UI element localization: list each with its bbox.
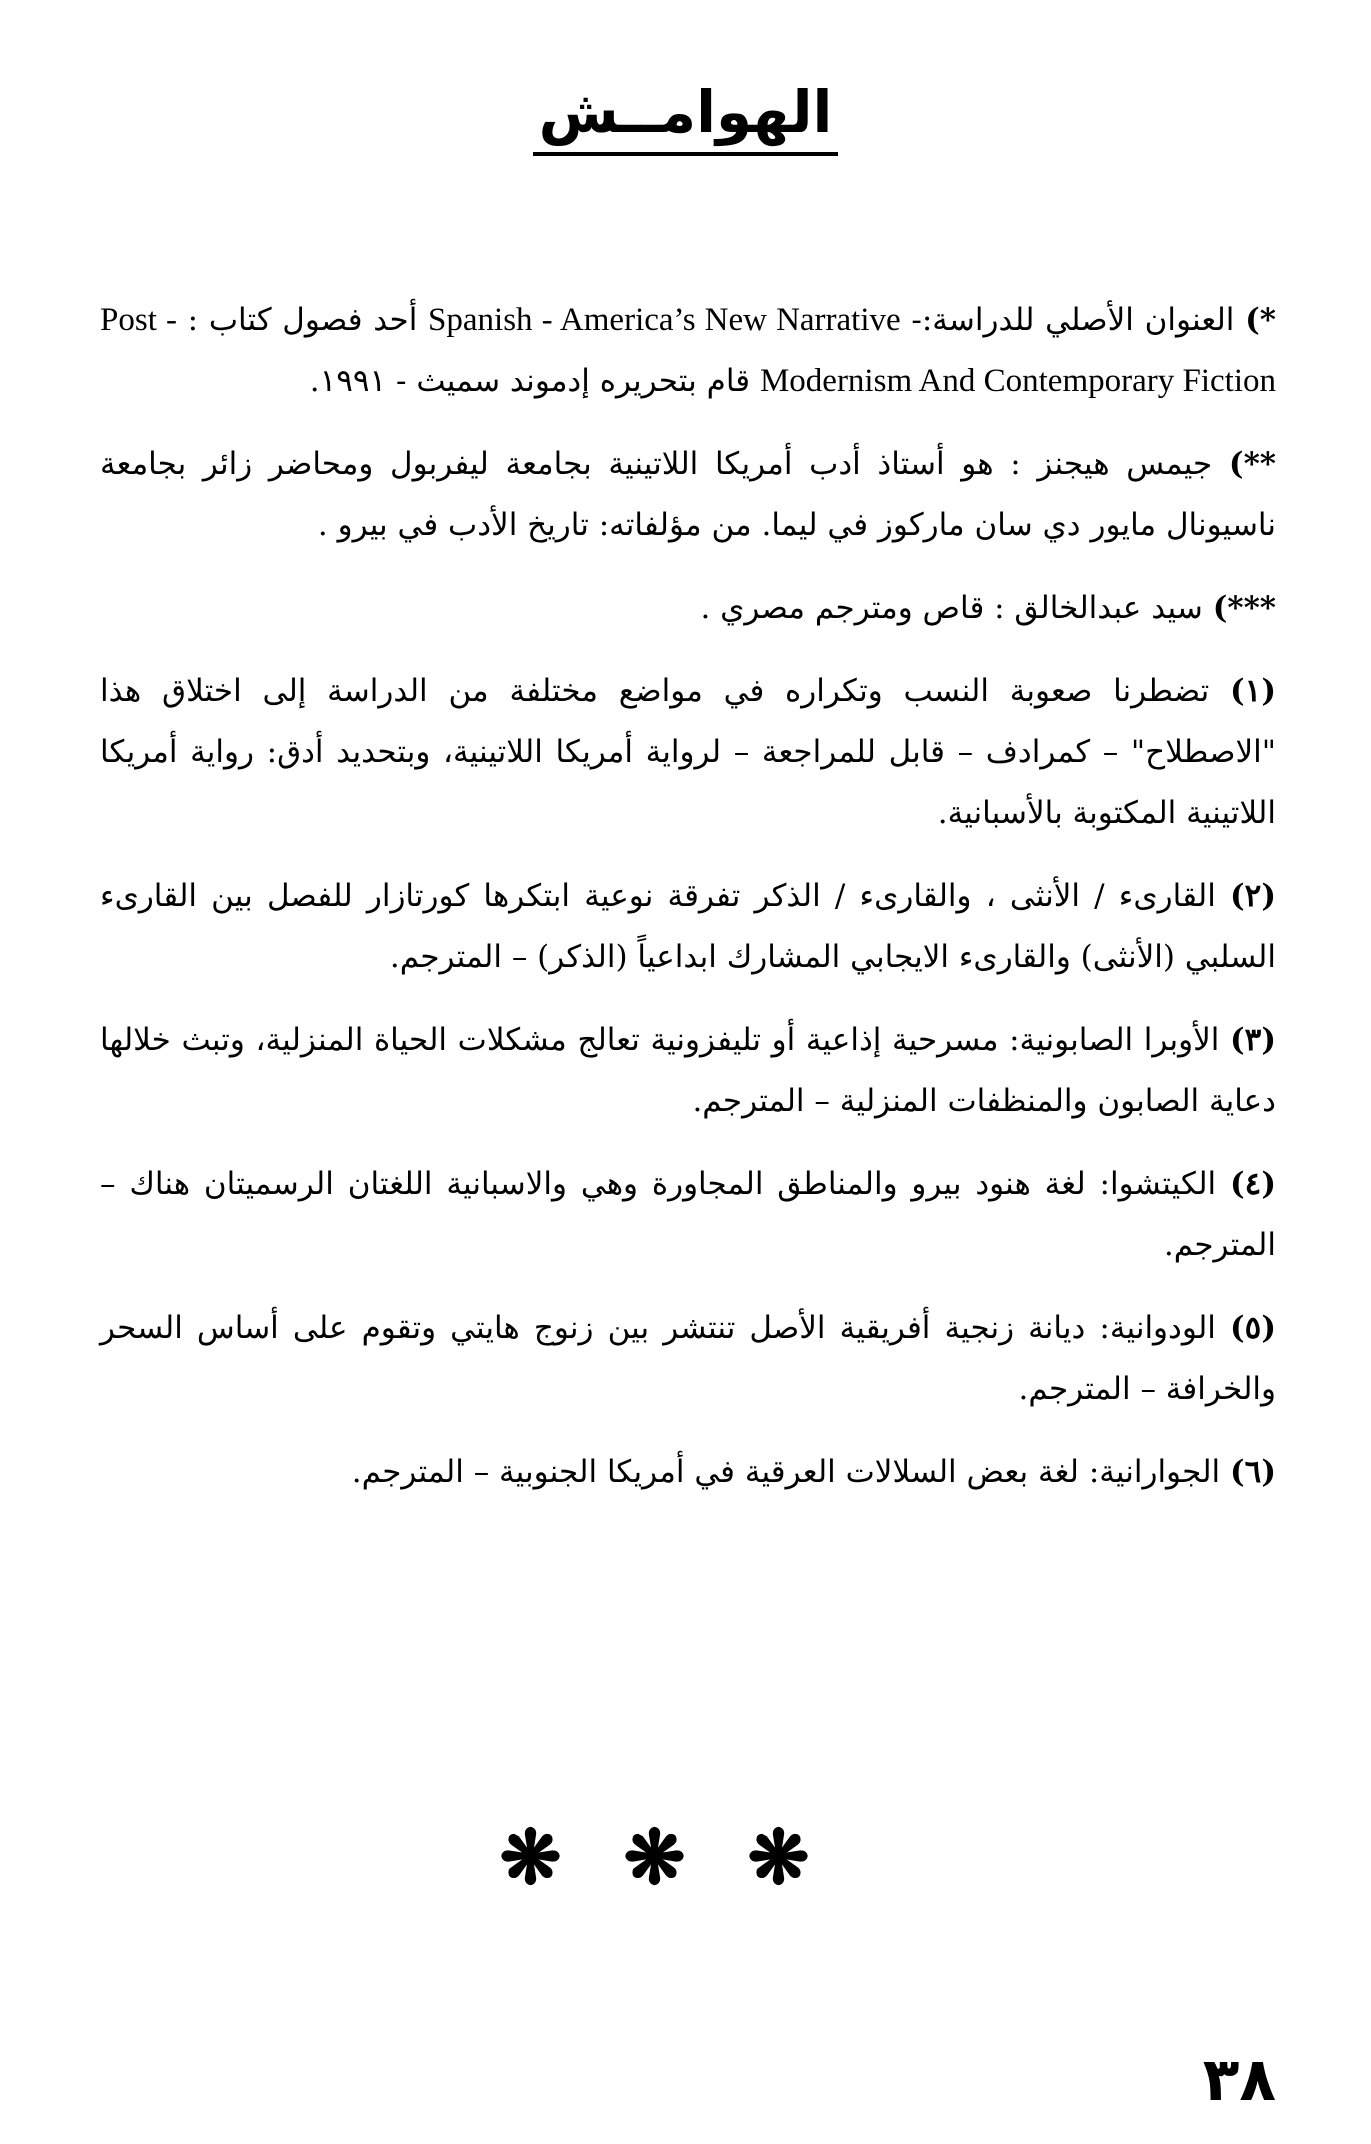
- section-separator-stars: ❋❋❋: [499, 1815, 872, 1901]
- footnote-text: القارىء / الأنثى ، والقارىء / الذكر تفرقة نوعية ابتكرها كورتازار للفصل بين القارىء السلبي (الأنثى) والقارىء الايجابي المشارك ابداعياً (الذكر) – المترجم.: [100, 878, 1276, 975]
- page-title: [0, 78, 1371, 156]
- page-title-text: الهوامــش: [533, 78, 839, 156]
- footnote-marker: ***): [1212, 590, 1276, 626]
- footnote-marker: *): [1245, 302, 1276, 338]
- footnote-8: [100, 1298, 1276, 1420]
- footnote-marker: (١): [1230, 673, 1276, 709]
- original-title-latin: Spanish - America’s New Narrative: [428, 302, 901, 338]
- footnotes-list: [100, 290, 1276, 1525]
- footnote-text: الكيتشوا: لغة هنود بيرو والمناطق المجاورة وهي والاسبانية اللغتان الرسميتان هناك – المترجم.: [100, 1166, 1276, 1263]
- footnote-5: [100, 866, 1276, 988]
- footnote-marker: **): [1228, 446, 1276, 482]
- book-title-latin: Post - Modernism And Contemporary Fiction: [100, 302, 1276, 399]
- footnote-9: [100, 1442, 1276, 1503]
- footnote-4: [100, 661, 1276, 844]
- footnote-7: [100, 1154, 1276, 1276]
- footnote-2: [100, 434, 1276, 556]
- footnote-6: [100, 1010, 1276, 1132]
- footnote-marker: (٣): [1230, 1022, 1276, 1058]
- page-number: ٣٨: [1202, 2045, 1276, 2115]
- footnote-text: الودوانية: ديانة زنجية أفريقية الأصل تنتشر بين زنوج هايتي وتقوم على أساس السحر والخرافة – المترجم.: [100, 1310, 1276, 1407]
- footnote-marker: (٤): [1230, 1166, 1276, 1202]
- footnote-marker: (٥): [1230, 1310, 1276, 1346]
- footnote-text: تضطرنا صعوبة النسب وتكراره في مواضع مختلفة من الدراسة إلى اختلاق هذا "الاصطلاح" – كمرادف – قابل للمراجعة – لرواية أمريكا اللاتينية، وبتحديد أدق: رواية أمريكا اللاتينية المكتوبة بالأسبانية.: [100, 673, 1276, 831]
- footnote-3: [100, 578, 1276, 639]
- footnote-text: قام بتحريره إدموند سميث - ١٩٩١.: [309, 363, 760, 399]
- footnote-text: جيمس هيجنز : هو أستاذ أدب أمريكا اللاتينية بجامعة ليفربول ومحاضر زائر بجامعة ناسيونال مايور دي سان ماركوز في ليما. من مؤلفاته: تاريخ الأدب في بيرو .: [100, 446, 1276, 543]
- footnote-text: العنوان الأصلي للدراسة:-: [900, 302, 1246, 338]
- footnote-text: أحد فصول كتاب :: [176, 302, 429, 338]
- footnote-marker: (٦): [1230, 1454, 1276, 1490]
- footnote-marker: (٢): [1230, 878, 1276, 914]
- footnote-text: الجوارانية: لغة بعض السلالات العرقية في أمريكا الجنوبية – المترجم.: [351, 1454, 1230, 1490]
- footnote-text: الأوبرا الصابونية: مسرحية إذاعية أو تليفزونية تعالج مشكلات الحياة المنزلية، وتبث خلالها دعاية الصابون والمنظفات المنزلية – المترجم.: [100, 1022, 1276, 1119]
- footnote-1: [100, 290, 1276, 412]
- footnote-text: سيد عبدالخالق : قاص ومترجم مصري .: [700, 590, 1213, 626]
